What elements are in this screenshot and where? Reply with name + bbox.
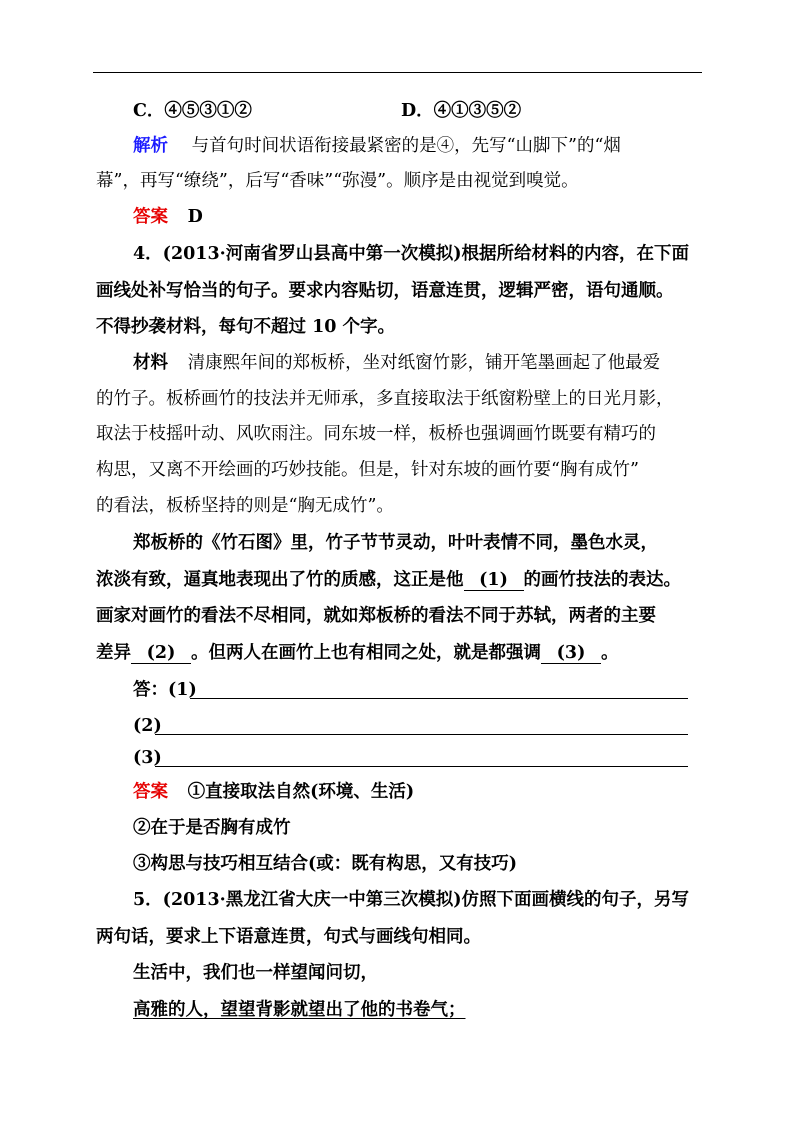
analysis-text-line-2: 幕”，再写“缭绕”，后写“香味”“弥漫”。顺序是由视觉到嗅觉。 [96,171,579,191]
reply-line-1-label: 答：(1) [133,680,197,700]
blank-3: (3) [541,643,601,664]
answer-label: 答案 [133,782,168,802]
q5-stem-line-1: 5．(2013·黑龙江省大庆一中第三次模拟)仿照下面画横线的句子，另写 [133,890,690,910]
q3-answer [133,205,203,229]
q3-answer-value: D [187,207,203,227]
material-label: 材料 [133,353,168,373]
analysis-paragraph [133,134,621,158]
option-d: D．④①③⑤② [401,101,522,121]
reply-line-3-label: (3) [133,748,162,768]
q5-line-1: 生活中，我们也一样望闻问切， [133,963,378,983]
q4-stem-line-1: 4．(2013·河南省罗山县高中第一次模拟)根据所给材料的内容，在下面 [133,244,690,264]
q4-stem-line-3: 不得抄袭材料，每句不超过 10 个字。 [96,317,396,337]
material-line-2: 的竹子。板桥画竹的技法并无师承，多直接取法于纸窗粉壁上的日光月影， [96,389,674,409]
q5-underlined-sentence: 高雅的人，望望背影就望出了他的书卷气； [133,1000,466,1020]
q4-answer-line-2: ②在于是否胸有成竹 [133,818,291,838]
blank-2: (2) [131,643,191,664]
header-rule [93,72,702,73]
answer-label: 答案 [133,207,168,227]
passage-line-1: 郑板桥的《竹石图》里，竹子节节灵动，叶叶表情不同，墨色水灵， [133,533,658,553]
material-line-5: 的看法，板桥坚持的则是“胸无成竹”。 [96,496,394,516]
material-line-3: 取法于枝摇叶动、风吹雨注。同东坡一样，板桥也强调画竹既要有精巧的 [96,424,656,444]
reply-line-2-label: (2) [133,716,162,736]
reply-line-3[interactable] [155,766,688,767]
blank-1: (1) [464,570,524,591]
passage-line-2: 浓淡有致，逼真地表现出了竹的质感，这正是他 (1) 的画竹技法的表达。 [96,570,681,590]
q4-answer-line-3: ③构思与技巧相互结合(或：既有构思，又有技巧) [133,854,518,874]
q4-stem-line-2: 画线处补写恰当的句子。要求内容贴切，语意连贯，逻辑严密，语句通顺。 [96,281,674,301]
reply-line-1[interactable] [190,698,688,699]
analysis-text-line-1: 与首句时间状语衔接最紧密的是④，先写“山脚下”的“烟 [191,136,621,156]
q4-answer-line-1: 答案 ①直接取法自然(环境、生活) [133,782,415,802]
analysis-label: 解析 [133,136,168,156]
material-line-4: 构思，又离不开绘画的巧妙技能。但是，针对东坡的画竹要“胸有成竹” [96,460,639,480]
passage-line-4: 差异 (2) 。但两人在画竹上也有相同之处，就是都强调 (3) 。 [96,643,619,663]
q5-stem-line-2: 两句话，要求上下语意连贯，句式与画线句相同。 [96,927,481,947]
material-line-1: 材料 清康熙年间的郑板桥，坐对纸窗竹影，铺开笔墨画起了他最爱 [133,353,661,373]
reply-line-2[interactable] [155,734,688,735]
option-c: C．④⑤③①② [133,101,252,121]
passage-line-3: 画家对画竹的看法不尽相同，就如郑板桥的看法不同于苏轼，两者的主要 [96,606,656,626]
